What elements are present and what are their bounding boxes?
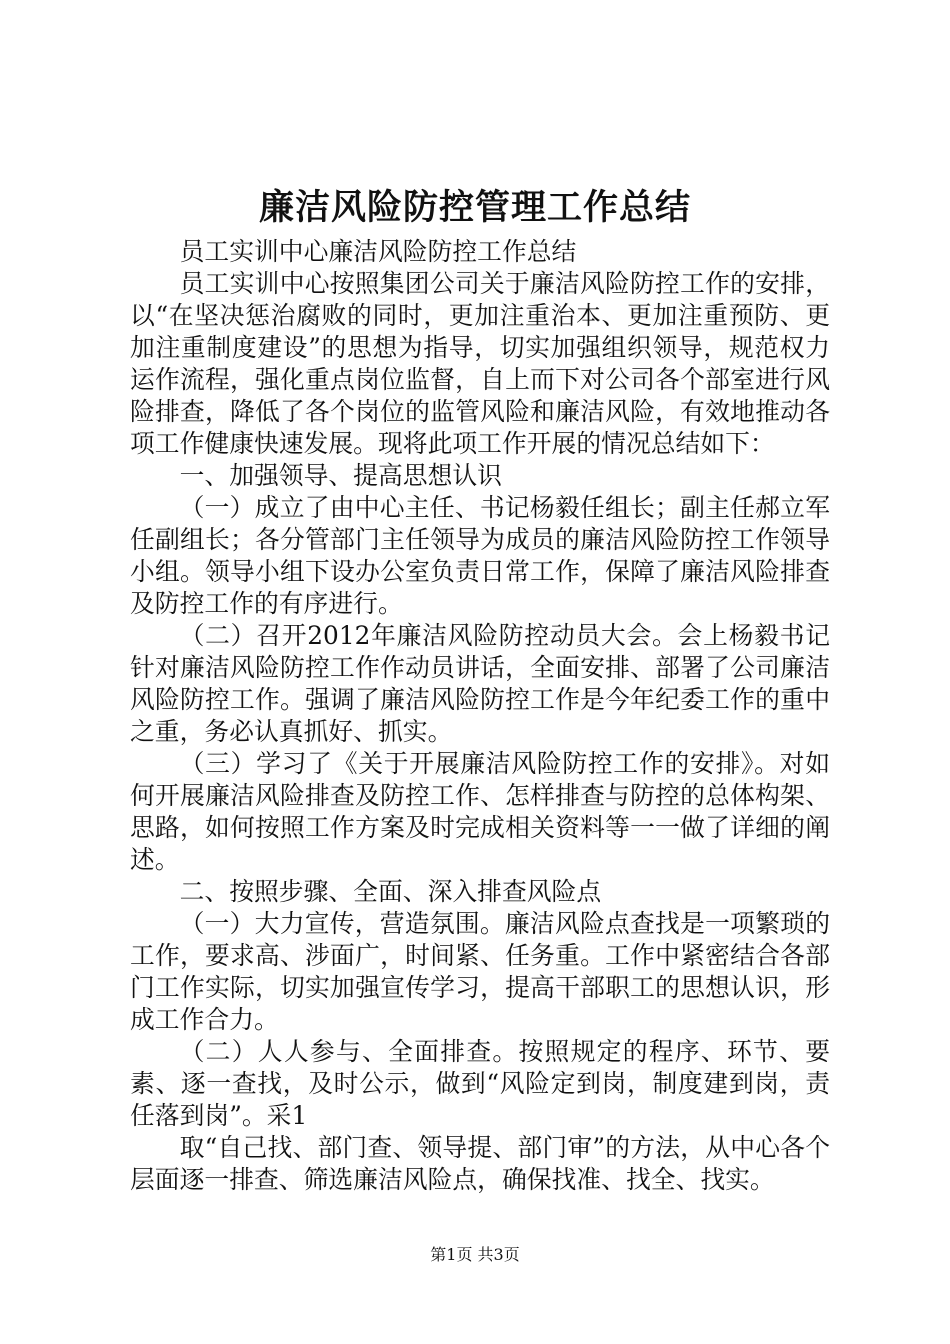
paragraph: （二）召开2012年廉洁风险防控动员大会。会上杨毅书记针对廉洁风险防控工作作动员讲话，全面安排、部署了公司廉洁风险防控工作。强调了廉洁风险防控工作是今年纪委工作的重中之重，务必认真抓好、抓实。	[130, 621, 830, 746]
document-body	[130, 236, 830, 1196]
paragraph: （一）大力宣传，营造氛围。廉洁风险点查找是一项繁琐的工作，要求高、涉面广，时间紧、任务重。工作中紧密结合各部门工作实际，切实加强宣传学习，提高干部职工的思想认识，形成工作合力。	[130, 909, 830, 1034]
document-title: 廉洁风险防控管理工作总结	[258, 187, 691, 228]
paragraph: 取“自己找、部门查、领导提、部门审”的方法，从中心各个层面逐一排查、筛选廉洁风险点，确保找准、找全、找实。	[130, 1133, 830, 1194]
paragraph: （一）成立了由中心主任、书记杨毅任组长；副主任郝立军任副组长；各分管部门主任领导为成员的廉洁风险防控工作领导小组。领导小组下设办公室负责日常工作，保障了廉洁风险排查及防控工作的有序进行。	[130, 493, 830, 618]
page-footer: 第1页 共3页	[430, 1245, 520, 1264]
section-heading-2: 二、按照步骤、全面、深入排查风险点	[179, 877, 602, 906]
section-heading-1: 一、加强领导、提高思想认识	[179, 461, 502, 490]
paragraph-intro: 员工实训中心按照集团公司关于廉洁风险防控工作的安排，以“在坚决惩治腐败的同时，更加注重治本、更加注重预防、更加注重制度建设”的思想为指导，切实加强组织领导，规范权力运作流程，强化重点岗位监督，自上而下对公司各个部室进行风险排查，降低了各个岗位的监管风险和廉洁风险，有效地推动各项工作健康快速发展。现将此项工作开展的情况总结如下：	[130, 269, 830, 458]
paragraph: （二）人人参与、全面排查。按照规定的程序、环节、要素、逐一查找，及时公示，做到“风险定到岗，制度建到岗，责任落到岗”。采1	[130, 1037, 830, 1130]
paragraph-subtitle: 员工实训中心廉洁风险防控工作总结	[179, 237, 577, 266]
paragraph: （三）学习了《关于开展廉洁风险防控工作的安排》。对如何开展廉洁风险排查及防控工作、怎样排查与防控的总体构架、思路，如何按照工作方案及时完成相关资料等一一做了详细的阐述。	[130, 749, 830, 874]
